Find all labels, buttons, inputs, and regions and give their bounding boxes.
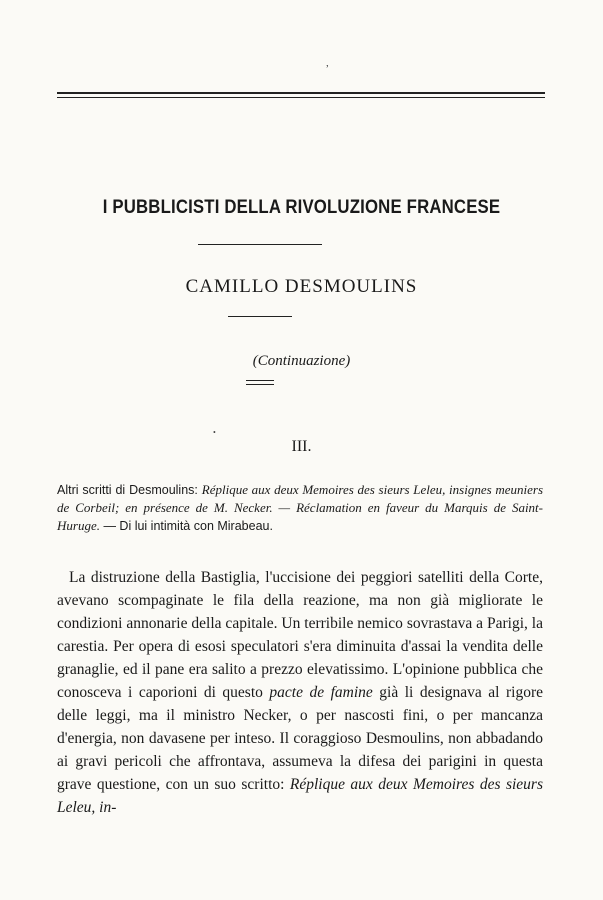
body-text-1: La distruzione della Bastiglia, l'uccisione dei peggiori satelliti della Corte, avevano scompaginate le fila della reazione, ma non già migliorate le condizioni annonarie della capitale. Un terribile nemico sovrastava a Parigi, la carestia. Per opera di esosi speculatori s'era diminuita d'assai la vendita delle granaglie, ed il pane era salito a prezzo elevatissimo. L'opinione pubblica che conosceva i caporioni di questo [57, 569, 543, 701]
subject-divider [228, 316, 292, 317]
summary-titles: Réplique aux deux Memoires des sieurs Leleu, insignes meuniers de Corbeil; en présence de M. Necker. — Réclamation en faveur du Marquis de Saint-Huruge. [57, 482, 544, 533]
body-text-2: già li designava al rigore delle leggi, ma il ministro Necker, o per nascosti fini, o per mancanza d'energia, non davasene per inteso. Il coraggioso Desmoulins, non abbadando ai gravi pericoli che affrontava, assumeva la difesa dei parigini in questa grave questione, con un suo scritto: [57, 684, 543, 793]
top-rule-lower [57, 97, 545, 98]
top-rule-upper [57, 92, 545, 94]
body-italic-2: Réplique aux deux Memoires des sieurs Leleu, in- [57, 776, 543, 816]
chapter-summary [57, 481, 543, 535]
ink-mark: , [326, 57, 329, 69]
continuation-rule-1 [246, 380, 274, 381]
section-title: I PUBBLICISTI DELLA RIVOLUZIONE FRANCESE [102, 196, 501, 218]
body-paragraph [57, 566, 543, 819]
ink-dot: • [213, 428, 216, 437]
summary-text-2: — Di lui intimità con Mirabeau. [99, 519, 273, 533]
continuation-label: (Continuazione) [252, 353, 351, 369]
body-italic-1: pacte de famine [269, 684, 373, 701]
chapter-numeral: III. [291, 438, 312, 455]
continuation-rule-2 [246, 384, 274, 385]
title-divider [198, 244, 322, 245]
subject-title: CAMILLO DESMOULINS [185, 276, 418, 297]
summary-text-1: Altri scritti di Desmoulins: [57, 483, 202, 497]
